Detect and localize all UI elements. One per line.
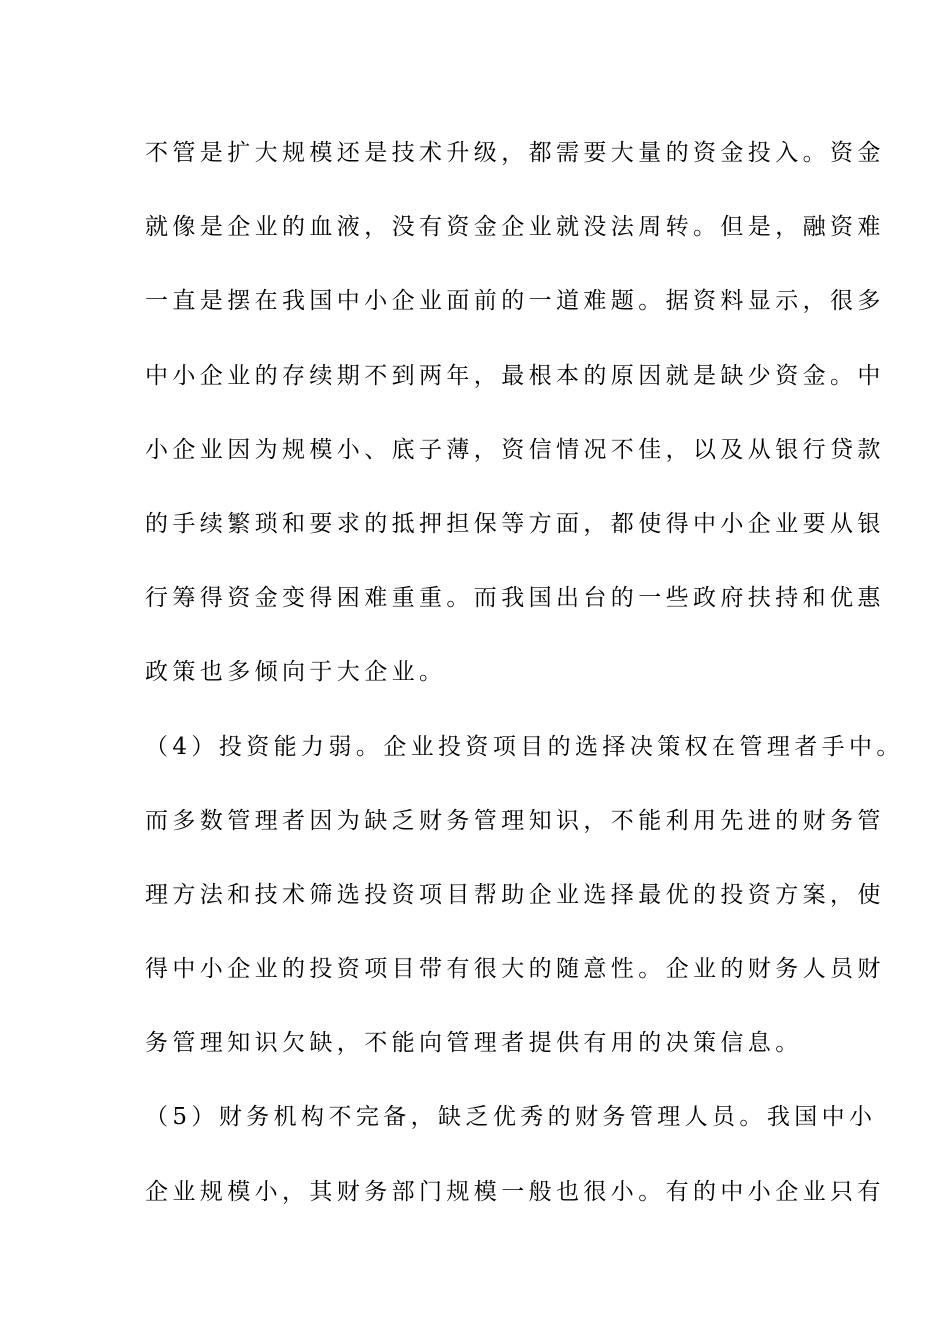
text-line-13: 务管理知识欠缺，不能向管理者提供有用的决策信息。 xyxy=(145,1030,803,1057)
text-line-4: 中小企业的存续期不到两年，最根本的原因就是缺少资金。中 xyxy=(145,362,885,389)
text-line-9: （4）投资能力弱。企业投资项目的选择决策权在管理者手中。 xyxy=(145,733,904,760)
body-text xyxy=(145,133,904,1246)
text-line-15: 企业规模小，其财务部门规模一般也很小。有的中小企业只有 xyxy=(145,1178,885,1205)
text-line-8: 政策也多倾向于大企业。 xyxy=(145,659,447,686)
text-line-6: 的手续繁琐和要求的抵押担保等方面，都使得中小企业要从银 xyxy=(145,510,885,537)
text-line-2: 就像是企业的血液，没有资金企业就没法周转。但是，融资难 xyxy=(145,214,885,241)
text-line-14: （5）财务机构不完备，缺乏优秀的财务管理人员。我国中小 xyxy=(145,1104,877,1131)
text-line-5: 小企业因为规模小、底子薄，资信情况不佳，以及从银行贷款 xyxy=(145,436,885,463)
text-line-1: 不管是扩大规模还是技术升级，都需要大量的资金投入。资金 xyxy=(145,140,885,166)
text-line-12: 得中小企业的投资项目带有很大的随意性。企业的财务人员财 xyxy=(145,956,885,983)
text-line-11: 理方法和技术筛选投资项目帮助企业选择最优的投资方案，使 xyxy=(145,881,885,908)
text-line-3: 一直是摆在我国中小企业面前的一道难题。据资料显示，很多 xyxy=(145,288,885,315)
text-line-7: 行筹得资金变得困难重重。而我国出台的一些政府扶持和优惠 xyxy=(145,585,885,612)
text-line-10: 而多数管理者因为缺乏财务管理知识，不能利用先进的财务管 xyxy=(145,807,885,834)
